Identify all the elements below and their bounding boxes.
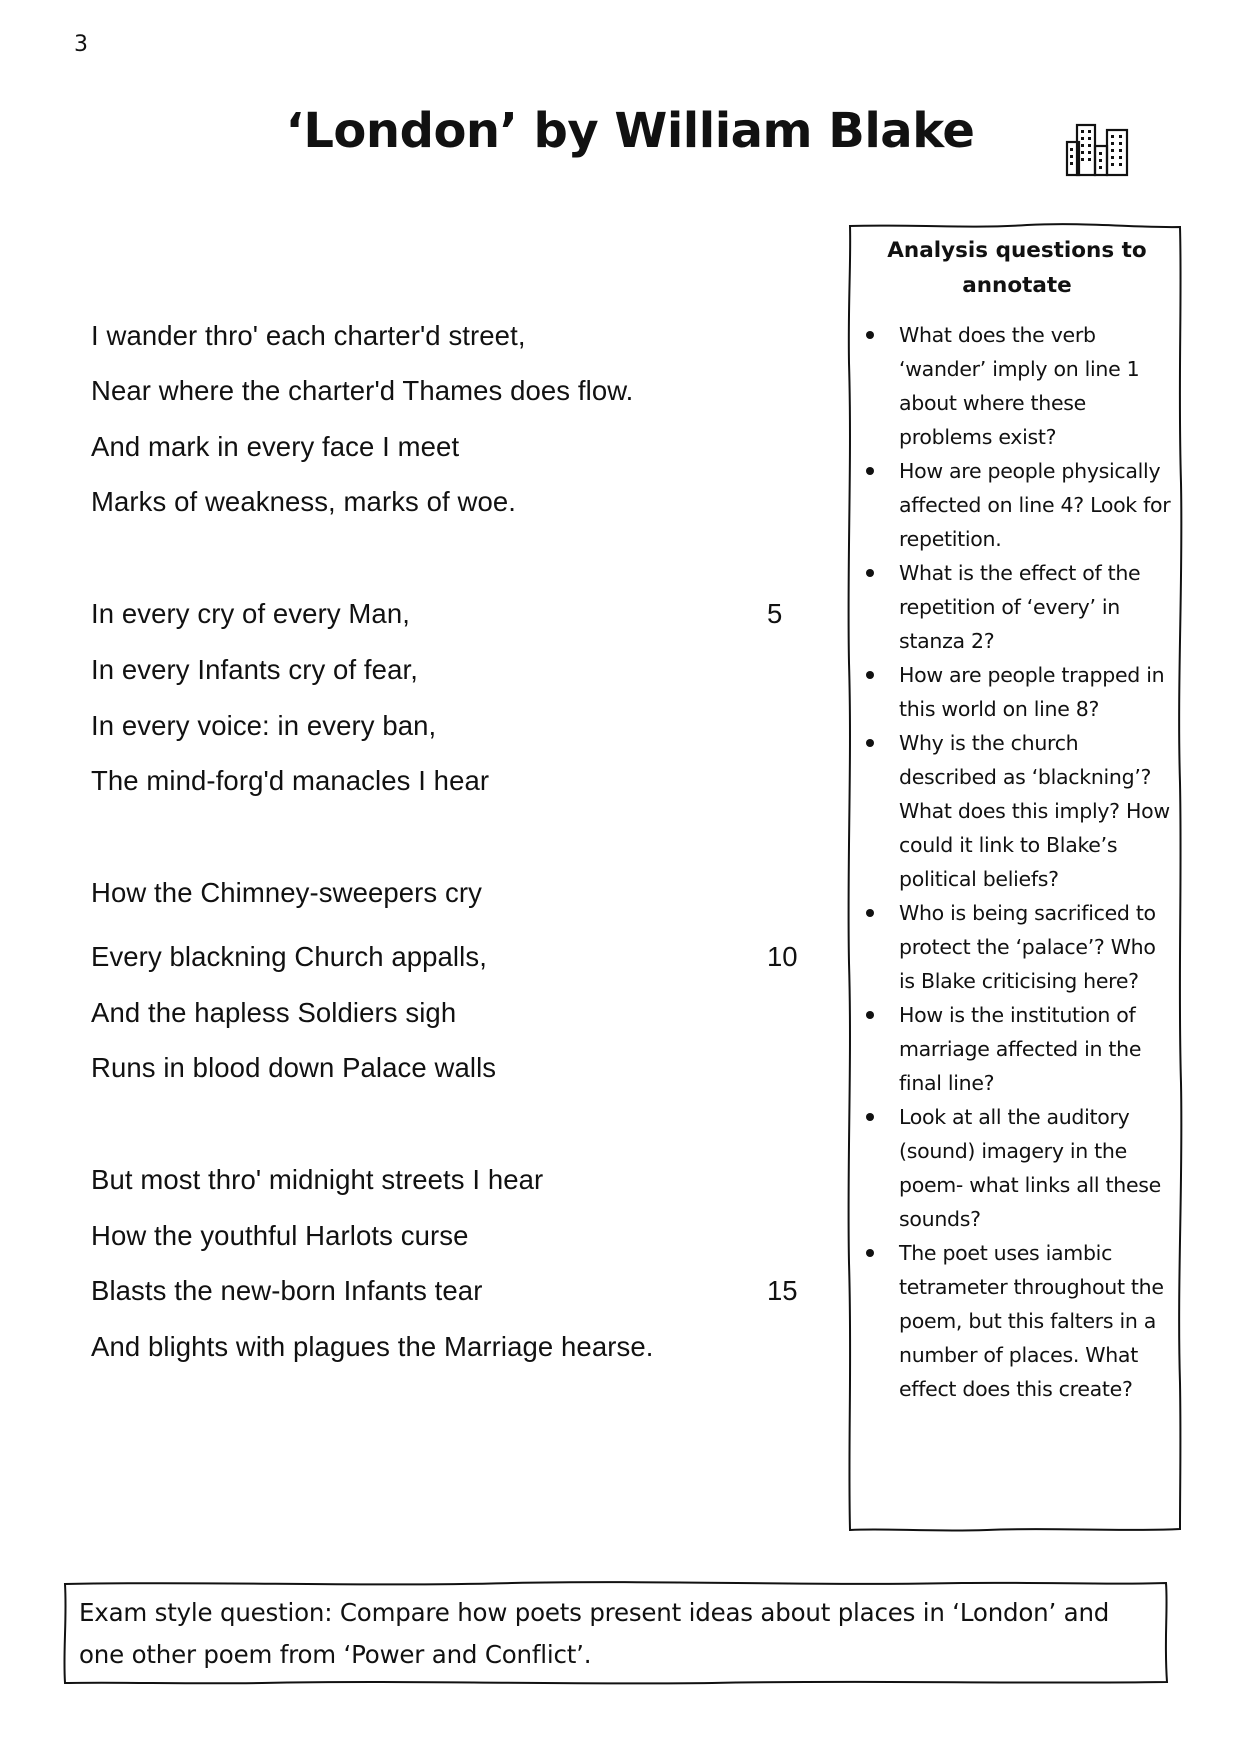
question-item: Why is the church described as ‘blackning’? What does this imply? How could it link to Blake’s political beliefs? — [857, 726, 1177, 896]
poem-line: In every Infants cry of fear, — [91, 654, 418, 685]
poem-line: Every blackning Church appalls, — [91, 941, 487, 972]
page-title: ‘London’ by William Blake — [285, 103, 975, 159]
city-buildings-icon — [1064, 122, 1130, 178]
poem-line: Blasts the new-born Infants tear — [91, 1275, 483, 1306]
question-item: How are people physically affected on line 4? Look for repetition. — [857, 454, 1177, 556]
poem-line: The mind-forg'd manacles I hear — [91, 765, 490, 796]
questions-heading: Analysis questions to annotate — [887, 238, 1147, 298]
poem-line: But most thro' midnight streets I hear — [91, 1164, 544, 1195]
poem-line: How the youthful Harlots curse — [91, 1220, 469, 1251]
poem-line: Marks of weakness, marks of woe. — [91, 486, 517, 517]
poem-line: How the Chimney-sweepers cry — [91, 877, 482, 908]
poem — [91, 0, 851, 1400]
question-item: What is the effect of the repetition of ‘every’ in stanza 2? — [857, 556, 1177, 658]
poem-line: I wander thro' each charter'd street, — [91, 320, 526, 351]
poem-line: In every voice: in every ban, — [91, 710, 437, 741]
line-number: 10 — [767, 941, 798, 972]
question-item: How are people trapped in this world on line 8? — [857, 658, 1177, 726]
poem-line: And the hapless Soldiers sigh — [91, 997, 457, 1028]
question-item: Look at all the auditory (sound) imagery in the poem- what links all these sounds? — [857, 1100, 1177, 1236]
analysis-questions-box — [847, 223, 1183, 1533]
exam-question-text: Exam style question: Compare how poets present ideas about places in ‘London’ and one other poem from ‘Power and Conflict’. — [79, 1598, 1110, 1669]
question-item: What does the verb ‘wander’ imply on line 1 about where these problems exist? — [857, 318, 1177, 454]
question-item: The poet uses iambic tetrameter throughout the poem, but this falters in a number of places. What effect does this create? — [857, 1236, 1177, 1406]
question-item: How is the institution of marriage affected in the final line? — [857, 998, 1177, 1100]
exam-question-box — [62, 1580, 1169, 1685]
questions-list — [857, 318, 1177, 1406]
poem-line: In every cry of every Man, — [91, 598, 410, 629]
poem-line: And mark in every face I meet — [91, 431, 460, 462]
line-number: 5 — [767, 598, 783, 629]
page-number: 3 — [74, 32, 88, 57]
question-item: Who is being sacrificed to protect the ‘palace’? Who is Blake criticising here? — [857, 896, 1177, 998]
line-number: 15 — [767, 1275, 798, 1306]
poem-line: And blights with plagues the Marriage hearse. — [91, 1331, 654, 1362]
poem-line: Near where the charter'd Thames does flow. — [91, 375, 634, 406]
poem-line: Runs in blood down Palace walls — [91, 1052, 497, 1083]
